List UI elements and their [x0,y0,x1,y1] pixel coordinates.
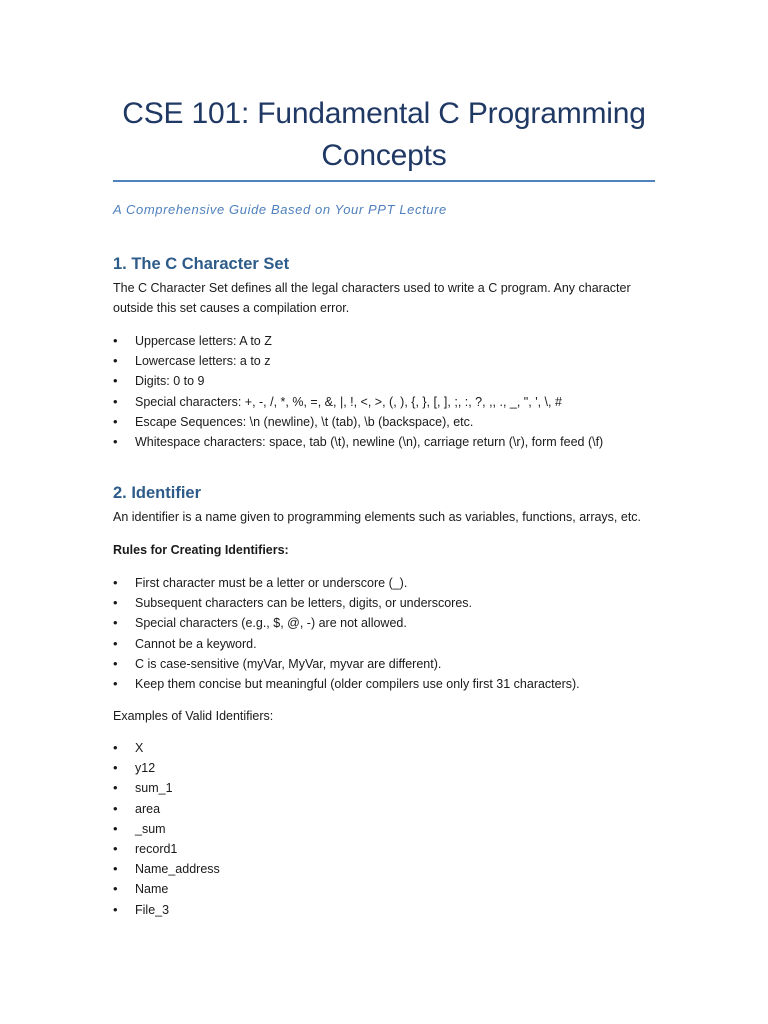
identifier-rules-list [113,573,673,694]
list-item-text: Whitespace characters: space, tab (\t), newline (\n), carriage return (\r), form feed (\f) [135,435,604,450]
bullet-icon: • [113,655,118,671]
list-item [113,634,673,654]
list-item [113,758,673,778]
list-item [113,371,673,391]
list-item-text: y12 [135,761,156,776]
list-item-text: C is case-sensitive (myVar, MyVar, myvar are different). [135,656,442,671]
list-item [113,412,673,432]
list-item [113,351,673,371]
bullet-icon: • [113,635,118,651]
list-item [113,674,673,694]
bullet-icon: • [113,901,118,917]
bullet-icon: • [113,373,118,389]
bullet-icon: • [113,353,118,369]
character-set-list [113,331,673,452]
list-item [113,738,673,758]
section-intro-identifier: An identifier is a name given to programming elements such as variables, functions, arrays, etc. [113,510,642,524]
bullet-icon: • [113,881,118,897]
list-item [113,879,673,899]
valid-identifiers-list [113,738,673,920]
list-item [113,839,673,859]
list-item-text: Keep them concise but meaningful (older compilers use only first 31 characters). [135,677,580,692]
title-underline-rule [113,180,655,182]
rules-heading: Rules for Creating Identifiers: [113,543,289,557]
bullet-icon: • [113,760,118,776]
list-item-text: File_3 [135,902,170,917]
list-item [113,392,673,412]
examples-heading: Examples of Valid Identifiers: [113,709,274,723]
list-item [113,593,673,613]
bullet-icon: • [113,780,118,796]
list-item-text: Cannot be a keyword. [135,636,257,651]
list-item [113,331,673,351]
bullet-icon: • [113,575,118,590]
bullet-icon: • [113,434,118,450]
list-item-text: Lowercase letters: a to z [135,354,271,369]
list-item-text: Escape Sequences: \n (newline), \t (tab), \b (backspace), etc. [135,414,474,429]
list-item [113,654,673,674]
list-item [113,900,673,920]
list-item [113,859,673,879]
bullet-icon: • [113,615,118,631]
document-title: CSE 101: Fundamental C Programming Concepts [122,97,646,172]
bullet-icon: • [113,393,118,409]
list-item-text: Name_address [135,862,220,877]
list-item [113,778,673,798]
list-item-text: Special characters (e.g., $, @, -) are not allowed. [135,616,407,631]
list-item [113,613,673,633]
list-item-text: Digits: 0 to 9 [135,374,205,389]
list-item-text: Uppercase letters: A to Z [135,334,272,348]
list-item-text: Subsequent characters can be letters, digits, or underscores. [135,596,472,611]
bullet-icon: • [113,841,118,857]
section-heading-character-set: 1. The C Character Set [113,255,290,273]
bullet-icon: • [113,333,118,348]
list-item-text: sum_1 [135,781,173,796]
bullet-icon: • [113,820,118,836]
document-subtitle: A Comprehensive Guide Based on Your PPT Lecture [113,202,447,217]
section-heading-identifier: 2. Identifier [113,484,202,502]
list-item [113,573,673,593]
list-item-text: First character must be a letter or underscore (_). [135,576,408,590]
bullet-icon: • [113,800,118,816]
list-item-text: area [135,801,161,816]
list-item-text: X [135,741,144,755]
list-item-text: Special characters: +, -, /, *, %, =, &, |, !, <, >, (, ), {, }, [, ], ;, :, ?, ,, ., _, ", ', \, # [135,394,562,409]
section-intro-character-set: The C Character Set defines all the legal characters used to write a C program. Any character outside this set causes a compilation error. [113,281,631,315]
list-item [113,819,673,839]
bullet-icon: • [113,413,118,429]
list-item [113,432,673,452]
bullet-icon: • [113,595,118,611]
list-item-text: record1 [135,842,178,857]
bullet-icon: • [113,676,118,692]
list-item-text: Name [135,882,169,897]
bullet-icon: • [113,861,118,877]
list-item-text: _sum [135,821,166,836]
bullet-icon: • [113,740,118,755]
list-item [113,799,673,819]
